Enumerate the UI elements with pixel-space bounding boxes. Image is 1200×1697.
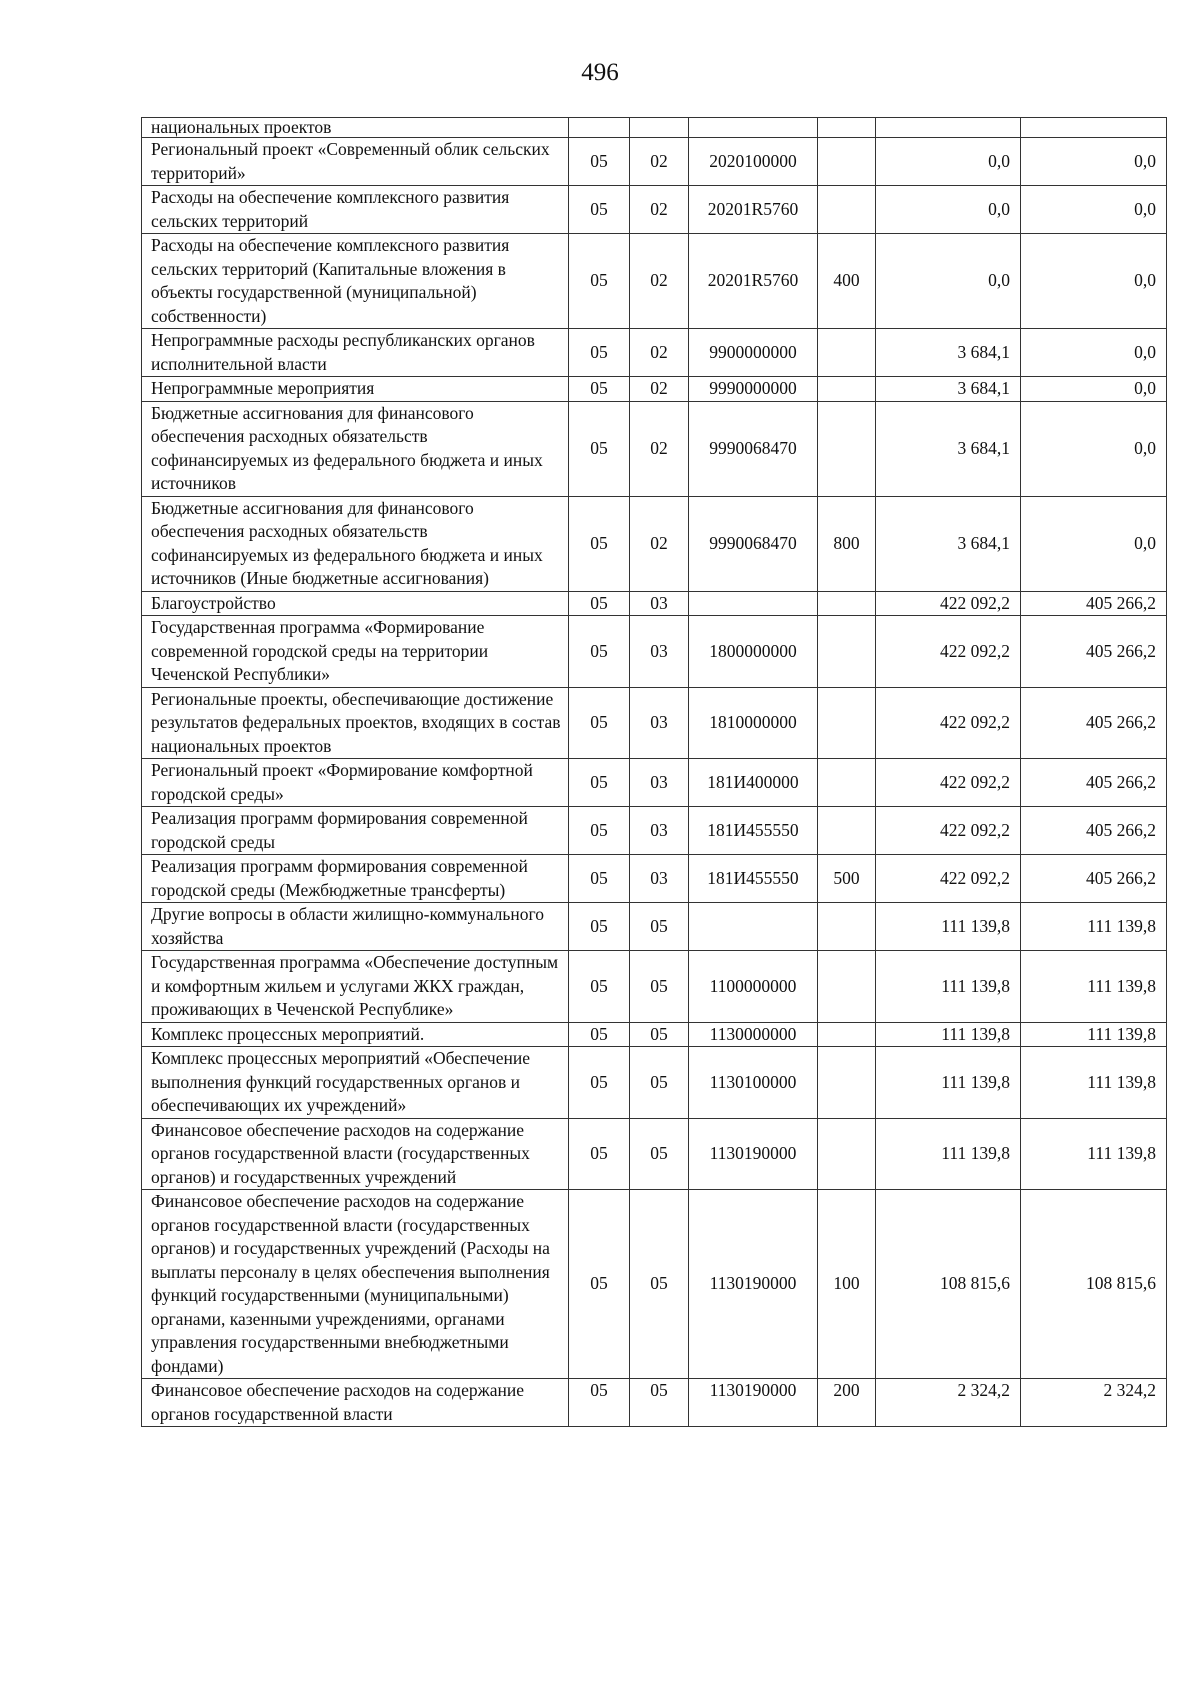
table-body <box>142 118 1167 1427</box>
amount-year1-cell: 422 092,2 <box>876 855 1021 903</box>
subsection-code-cell: 03 <box>630 687 689 759</box>
target-article-cell <box>689 903 818 951</box>
section-code-cell: 05 <box>569 401 630 496</box>
subsection-code-cell: 03 <box>630 759 689 807</box>
subsection-code-cell: 05 <box>630 1379 689 1427</box>
expense-type-cell <box>818 377 876 402</box>
expense-type-cell <box>818 1047 876 1119</box>
table-row <box>142 687 1167 759</box>
target-article-cell: 1130000000 <box>689 1022 818 1047</box>
subsection-code-cell: 05 <box>630 1022 689 1047</box>
amount-year2-cell: 111 139,8 <box>1021 1022 1167 1047</box>
amount-year2-cell: 0,0 <box>1021 234 1167 329</box>
expense-type-cell <box>818 138 876 186</box>
row-name-cell: Финансовое обеспечение расходов на содержание органов государственной власти (государственных органов) и государственных учреждений <box>142 1118 569 1190</box>
amount-year1-cell: 0,0 <box>876 138 1021 186</box>
amount-year1-cell: 2 324,2 <box>876 1379 1021 1427</box>
section-code-cell: 05 <box>569 329 630 377</box>
row-name-cell: Государственная программа «Обеспечение доступным и комфортным жильем и услугами ЖКХ граждан, проживающих в Чеченской Республике» <box>142 951 569 1023</box>
expense-type-cell <box>818 616 876 688</box>
amount-year2-cell: 111 139,8 <box>1021 1118 1167 1190</box>
row-name-cell: Государственная программа «Формирование современной городской среды на территории Чеченской Республики» <box>142 616 569 688</box>
amount-year2-cell: 108 815,6 <box>1021 1190 1167 1379</box>
amount-year2-cell: 111 139,8 <box>1021 951 1167 1023</box>
budget-table <box>141 117 1167 1427</box>
amount-year1-cell: 422 092,2 <box>876 591 1021 616</box>
table-row <box>142 377 1167 402</box>
amount-year1-cell: 111 139,8 <box>876 1047 1021 1119</box>
amount-year1-cell: 422 092,2 <box>876 807 1021 855</box>
target-article-cell: 20201R5760 <box>689 186 818 234</box>
target-article-cell: 2020100000 <box>689 138 818 186</box>
subsection-code-cell: 05 <box>630 1118 689 1190</box>
expense-type-cell <box>818 1118 876 1190</box>
expense-type-cell: 200 <box>818 1379 876 1427</box>
subsection-code-cell: 02 <box>630 377 689 402</box>
subsection-code-cell: 03 <box>630 855 689 903</box>
table-row <box>142 951 1167 1023</box>
target-article-cell: 1130190000 <box>689 1118 818 1190</box>
target-article-cell: 181И455550 <box>689 855 818 903</box>
expense-type-cell <box>818 118 876 138</box>
expense-type-cell: 100 <box>818 1190 876 1379</box>
section-code-cell: 05 <box>569 1022 630 1047</box>
amount-year1-cell: 111 139,8 <box>876 1022 1021 1047</box>
section-code-cell: 05 <box>569 1118 630 1190</box>
amount-year2-cell: 0,0 <box>1021 138 1167 186</box>
subsection-code-cell: 05 <box>630 903 689 951</box>
amount-year2-cell: 0,0 <box>1021 496 1167 591</box>
expense-type-cell <box>818 329 876 377</box>
table-row <box>142 1022 1167 1047</box>
section-code-cell: 05 <box>569 903 630 951</box>
subsection-code-cell <box>630 118 689 138</box>
expense-type-cell <box>818 591 876 616</box>
subsection-code-cell: 02 <box>630 329 689 377</box>
row-name-cell: Расходы на обеспечение комплексного развития сельских территорий <box>142 186 569 234</box>
amount-year1-cell: 3 684,1 <box>876 377 1021 402</box>
amount-year2-cell: 405 266,2 <box>1021 807 1167 855</box>
expense-type-cell <box>818 401 876 496</box>
row-name-cell: Финансовое обеспечение расходов на содержание органов государственной власти <box>142 1379 569 1427</box>
amount-year1-cell: 111 139,8 <box>876 903 1021 951</box>
amount-year1-cell: 422 092,2 <box>876 759 1021 807</box>
section-code-cell: 05 <box>569 855 630 903</box>
table-row <box>142 616 1167 688</box>
amount-year2-cell: 0,0 <box>1021 329 1167 377</box>
target-article-cell: 9990000000 <box>689 377 818 402</box>
target-article-cell: 1130100000 <box>689 1047 818 1119</box>
subsection-code-cell: 05 <box>630 1190 689 1379</box>
table-row <box>142 591 1167 616</box>
expense-type-cell <box>818 951 876 1023</box>
amount-year1-cell: 111 139,8 <box>876 951 1021 1023</box>
target-article-cell: 1130190000 <box>689 1190 818 1379</box>
section-code-cell: 05 <box>569 496 630 591</box>
row-name-cell: Комплекс процессных мероприятий. <box>142 1022 569 1047</box>
section-code-cell: 05 <box>569 234 630 329</box>
amount-year1-cell: 0,0 <box>876 234 1021 329</box>
section-code-cell: 05 <box>569 759 630 807</box>
row-name-cell: Непрограммные мероприятия <box>142 377 569 402</box>
row-name-cell: Реализация программ формирования современной городской среды <box>142 807 569 855</box>
amount-year2-cell: 111 139,8 <box>1021 1047 1167 1119</box>
amount-year2-cell: 0,0 <box>1021 401 1167 496</box>
amount-year2-cell: 405 266,2 <box>1021 687 1167 759</box>
amount-year1-cell: 3 684,1 <box>876 496 1021 591</box>
row-name-cell: Комплекс процессных мероприятий «Обеспечение выполнения функций государственных органов и обеспечивающих их учреждений» <box>142 1047 569 1119</box>
amount-year1-cell: 3 684,1 <box>876 401 1021 496</box>
section-code-cell: 05 <box>569 1379 630 1427</box>
amount-year2-cell: 2 324,2 <box>1021 1379 1167 1427</box>
expense-type-cell: 800 <box>818 496 876 591</box>
amount-year2-cell: 0,0 <box>1021 186 1167 234</box>
subsection-code-cell: 02 <box>630 496 689 591</box>
table-row <box>142 903 1167 951</box>
row-name-cell: Региональный проект «Современный облик сельских территорий» <box>142 138 569 186</box>
target-article-cell: 1800000000 <box>689 616 818 688</box>
table-row <box>142 118 1167 138</box>
section-code-cell: 05 <box>569 1190 630 1379</box>
expense-type-cell <box>818 807 876 855</box>
table-row <box>142 401 1167 496</box>
amount-year1-cell: 111 139,8 <box>876 1118 1021 1190</box>
expense-type-cell: 500 <box>818 855 876 903</box>
table-row <box>142 496 1167 591</box>
section-code-cell: 05 <box>569 687 630 759</box>
table-row <box>142 807 1167 855</box>
section-code-cell <box>569 118 630 138</box>
page-number: 496 <box>581 59 619 86</box>
subsection-code-cell: 05 <box>630 1047 689 1119</box>
expense-type-cell <box>818 186 876 234</box>
table-row <box>142 329 1167 377</box>
section-code-cell: 05 <box>569 186 630 234</box>
row-name-cell: Региональный проект «Формирование комфортной городской среды» <box>142 759 569 807</box>
expense-type-cell <box>818 687 876 759</box>
row-name-cell: Благоустройство <box>142 591 569 616</box>
amount-year1-cell: 422 092,2 <box>876 687 1021 759</box>
section-code-cell: 05 <box>569 616 630 688</box>
amount-year1-cell: 108 815,6 <box>876 1190 1021 1379</box>
section-code-cell: 05 <box>569 951 630 1023</box>
row-name-cell: Реализация программ формирования современной городской среды (Межбюджетные трансферты) <box>142 855 569 903</box>
expense-type-cell <box>818 903 876 951</box>
amount-year2-cell: 405 266,2 <box>1021 616 1167 688</box>
target-article-cell: 181И455550 <box>689 807 818 855</box>
row-name-cell: Финансовое обеспечение расходов на содержание органов государственной власти (государственных органов) и государственных учреждений (Расходы на выплаты персоналу в целях обеспечения выполнения функций государственными (муниципальными) органами, казенными учреждениями, органами управления государственными внебюджетными фондами) <box>142 1190 569 1379</box>
amount-year2-cell <box>1021 118 1167 138</box>
row-name-cell: национальных проектов <box>142 118 569 138</box>
subsection-code-cell: 03 <box>630 807 689 855</box>
table-row <box>142 138 1167 186</box>
subsection-code-cell: 05 <box>630 951 689 1023</box>
table-row <box>142 1047 1167 1119</box>
subsection-code-cell: 02 <box>630 186 689 234</box>
section-code-cell: 05 <box>569 807 630 855</box>
target-article-cell: 20201R5760 <box>689 234 818 329</box>
table-row <box>142 1190 1167 1379</box>
expense-type-cell <box>818 759 876 807</box>
amount-year1-cell: 0,0 <box>876 186 1021 234</box>
amount-year1-cell <box>876 118 1021 138</box>
section-code-cell: 05 <box>569 377 630 402</box>
target-article-cell: 9990068470 <box>689 496 818 591</box>
amount-year2-cell: 405 266,2 <box>1021 759 1167 807</box>
amount-year1-cell: 422 092,2 <box>876 616 1021 688</box>
subsection-code-cell: 02 <box>630 138 689 186</box>
row-name-cell: Расходы на обеспечение комплексного развития сельских территорий (Капитальные вложения в объекты государственной (муниципальной) собственности) <box>142 234 569 329</box>
row-name-cell: Бюджетные ассигнования для финансового обеспечения расходных обязательств софинансируемых из федерального бюджета и иных источников <box>142 401 569 496</box>
table-row <box>142 1379 1167 1427</box>
amount-year2-cell: 405 266,2 <box>1021 855 1167 903</box>
target-article-cell <box>689 118 818 138</box>
subsection-code-cell: 03 <box>630 616 689 688</box>
target-article-cell: 9990068470 <box>689 401 818 496</box>
expense-type-cell: 400 <box>818 234 876 329</box>
amount-year2-cell: 111 139,8 <box>1021 903 1167 951</box>
expense-type-cell <box>818 1022 876 1047</box>
amount-year2-cell: 0,0 <box>1021 377 1167 402</box>
target-article-cell: 1100000000 <box>689 951 818 1023</box>
target-article-cell: 181И400000 <box>689 759 818 807</box>
table-row <box>142 759 1167 807</box>
subsection-code-cell: 02 <box>630 401 689 496</box>
subsection-code-cell: 03 <box>630 591 689 616</box>
row-name-cell: Другие вопросы в области жилищно-коммунального хозяйства <box>142 903 569 951</box>
target-article-cell: 1130190000 <box>689 1379 818 1427</box>
section-code-cell: 05 <box>569 591 630 616</box>
target-article-cell: 9900000000 <box>689 329 818 377</box>
table-row <box>142 855 1167 903</box>
amount-year2-cell: 405 266,2 <box>1021 591 1167 616</box>
table-row <box>142 1118 1167 1190</box>
subsection-code-cell: 02 <box>630 234 689 329</box>
table-row <box>142 234 1167 329</box>
row-name-cell: Бюджетные ассигнования для финансового обеспечения расходных обязательств софинансируемых из федерального бюджета и иных источников (Иные бюджетные ассигнования) <box>142 496 569 591</box>
row-name-cell: Региональные проекты, обеспечивающие достижение результатов федеральных проектов, входящих в состав национальных проектов <box>142 687 569 759</box>
section-code-cell: 05 <box>569 1047 630 1119</box>
section-code-cell: 05 <box>569 138 630 186</box>
amount-year1-cell: 3 684,1 <box>876 329 1021 377</box>
row-name-cell: Непрограммные расходы республиканских органов исполнительной власти <box>142 329 569 377</box>
table-row <box>142 186 1167 234</box>
target-article-cell <box>689 591 818 616</box>
target-article-cell: 1810000000 <box>689 687 818 759</box>
